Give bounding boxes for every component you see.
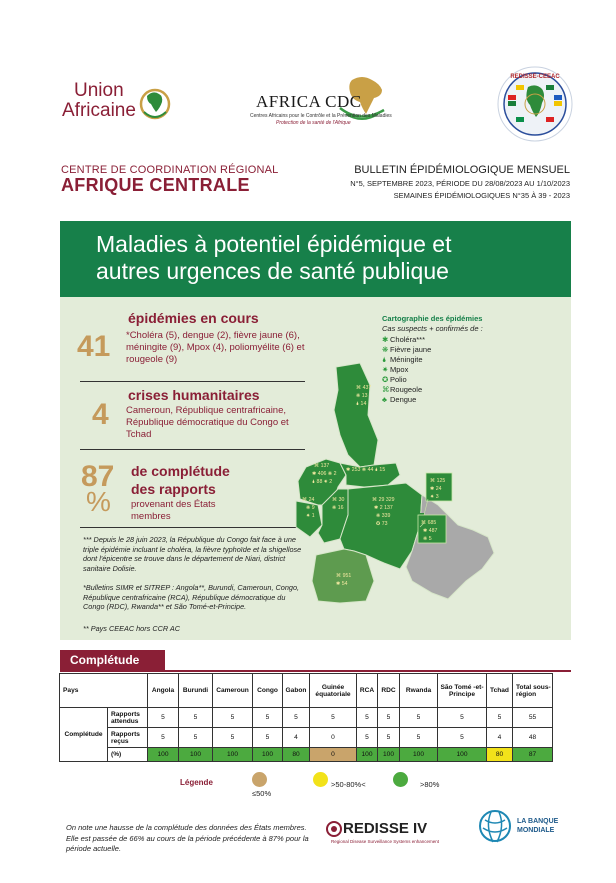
completude-tab: Complétude — [60, 650, 165, 671]
world-bank-line2: MONDIALE — [517, 827, 555, 834]
svg-text:REDISSE-CEEAC: REDISSE-CEEAC — [510, 74, 560, 80]
bulletin-weeks: SEMAINES ÉPIDÉMIOLOGIQUES N°35 À 39 - 2023 — [393, 191, 570, 200]
map-legend-item: ✷ Mpox — [382, 365, 409, 374]
header-country: Angola — [148, 674, 179, 708]
africa-cdc-tagline: Protection de la santé de l'Afrique — [276, 120, 351, 126]
dengue-icon: ♣ — [382, 395, 387, 404]
section-banner — [60, 221, 571, 297]
map-region-tchad — [334, 363, 378, 467]
au-emblem-icon — [138, 82, 172, 122]
map-legend-item: 🌢 Méningite — [382, 355, 423, 364]
legend-text-low: ≤50% — [252, 789, 272, 798]
african-union-logo — [62, 78, 172, 126]
au-logo-line1: Union — [74, 80, 124, 101]
header-country: Cameroun — [213, 674, 253, 708]
redisse-logo — [325, 820, 455, 850]
africa-cdc-subtitle: Centres Africains pour le Contrôle et la Prévention des Maladies — [250, 113, 392, 119]
epidemics-title: épidémies en cours — [128, 310, 259, 326]
redisse-ceeac-seal-logo — [496, 65, 574, 143]
meningitis-icon: 🌢 — [382, 355, 387, 364]
crises-count: 4 — [92, 398, 109, 431]
legend-text-high: >80% — [420, 780, 440, 789]
cholera-icon: ✱ — [382, 335, 389, 344]
guinee-measles-label: ⌘ 24 — [302, 497, 315, 503]
epidemics-description: *Choléra (5), dengue (2), fièvre jaune (6), méningite (9), Mpox (4), poliomyélite (6) et rougeole (9) — [126, 330, 305, 365]
rdc-polio-label: ✪ 73 — [376, 521, 388, 527]
redisse-subtitle: Regional Disease Surveillance Systems enhancement — [331, 839, 440, 844]
bulletins-footnote: *Bulletins SIMR et SITREP : Angola**, Burundi, Cameroun, Congo, République centrafricaine (RCA), République démocratique du Congo (RDC), Rwanda** et São Tomé-et-Principe. — [83, 583, 300, 611]
legend-dot-low — [252, 772, 267, 787]
row-label: (%) — [108, 748, 148, 762]
row-group-label: Complétude — [60, 708, 108, 762]
africa-cdc-name: AFRICA CDC — [256, 92, 362, 111]
header-country: Gabon — [283, 674, 310, 708]
map-legend-subtitle: Cas suspects + confirmés de : — [382, 324, 483, 333]
guinee-yellow-fever-label: ❋ 9 — [306, 505, 315, 511]
rwanda-cholera-label: ✱ 487 — [423, 528, 438, 534]
header-country: Guinée équatoriale — [310, 674, 357, 708]
completude-count: 87 — [81, 460, 115, 493]
header-country: São Tomé -et-Principe — [438, 674, 487, 708]
banner-title-line2: autres urgences de santé publique — [96, 258, 449, 284]
completude-description: provenant des États membres — [131, 499, 216, 522]
burundi-mpox-label: ✷ 3 — [430, 494, 439, 500]
redisse-circle-icon — [325, 820, 343, 838]
world-bank-line1: LA BANQUE — [517, 818, 559, 825]
polio-icon: ✪ — [382, 375, 389, 384]
world-bank-globe-icon — [477, 808, 513, 844]
map-legend-item: ✪ Polio — [382, 375, 407, 384]
stats-divider — [80, 527, 305, 528]
map-legend-title: Cartographie des épidémies — [382, 314, 483, 323]
table-row: Rapports reçus 5 5 5 5 4 0 5 5 5 5 4 48 — [60, 728, 553, 748]
centre-region-title: AFRIQUE CENTRALE — [61, 175, 250, 195]
angola-cholera-label: ✱ 54 — [336, 581, 348, 587]
stats-divider — [80, 381, 305, 382]
legend-dot-mid — [313, 772, 328, 787]
congo-footnote: *** Depuis le 28 juin 2023, la République du Congo fait face à une triple épidémie incluant le choléra, la fièvre typhoïde et la shigellose dont l'épicentre se trouve dans le département de Niari, district sanitaire Dolisie. — [83, 535, 302, 573]
centre-label: CENTRE DE COORDINATION RÉGIONAL — [61, 164, 279, 176]
completude-rule — [60, 670, 571, 672]
mpox-icon: ✷ — [382, 365, 389, 374]
header-country: RCA — [357, 674, 378, 708]
legend-text-mid: >50-80%< — [331, 780, 366, 789]
cameroun-cholera-label: ✱ 406 ❋ 2 — [312, 471, 337, 477]
header-country: Tchad — [487, 674, 513, 708]
rdc-yellow-fever-label: ❋ 339 — [376, 513, 391, 519]
cameroun-measles-label: ⌘ 137 — [314, 463, 330, 469]
map-legend-item: ❋ Fièvre jaune — [382, 345, 432, 354]
stats-divider — [80, 449, 305, 450]
redisse-name: REDISSE IV — [343, 820, 428, 837]
map-legend-item: ✱ Choléra*** — [382, 335, 426, 344]
burundi-measles-label: ⌘ 125 — [430, 478, 446, 484]
angola-measles-label: ⌘ 951 — [336, 573, 352, 579]
completude-title-line2: des rapports — [131, 481, 216, 497]
banner-title-line1: Maladies à potentiel épidémique et — [96, 231, 452, 257]
epidemics-count: 41 — [77, 330, 111, 363]
yellow-fever-icon: ❋ — [382, 345, 389, 354]
row-label: Rapports reçus — [108, 728, 148, 748]
crises-description: Cameroun, République centrafricaine, République démocratique du Congo et Tchad — [126, 405, 289, 440]
tchad-yellow-fever-label: ❋ 13 — [356, 393, 368, 399]
africa-cdc-logo — [248, 74, 398, 136]
header-country: Congo — [253, 674, 283, 708]
completude-trend-note: On note une hausse de la complétude des données des États membres. Elle est passée de 66% au cours de la période précédente à 87% pour la période actuelle. — [66, 823, 309, 853]
row-label: Rapports attendus — [108, 708, 148, 728]
rdc-measles-label: ⌘ 29 329 — [372, 497, 395, 503]
rdc-cholera-label: ✱ 2 137 — [374, 505, 393, 511]
map-legend-item: ⌘Rougeole — [382, 385, 423, 394]
burundi-cholera-label: ✱ 24 — [430, 486, 442, 492]
congo-yellow-fever-label: ❋ 16 — [332, 505, 344, 511]
header-pays: Pays — [60, 674, 148, 708]
table-row: (%) 100 100 100 100 80 0 100 100 100 100 80 87 — [60, 748, 553, 762]
bulletin-period: N°5, SEPTEMBRE 2023, PÉRIODE DU 28/08/2023 AU 1/10/2023 — [350, 179, 570, 188]
legend-dot-high — [393, 772, 408, 787]
header-country: RDC — [378, 674, 400, 708]
completude-title-line1: de complétude — [131, 463, 230, 479]
ceeac-footnote: ** Pays CEEAC hors CCR AC — [83, 624, 181, 633]
table-row: Complétude Rapports attendus 5 5 5 5 5 5 5 5 5 5 5 55 — [60, 708, 553, 728]
header-total: Total sous-région — [513, 674, 553, 708]
map-legend-item: ♣ Dengue — [382, 395, 417, 404]
central-africa-epidemic-map — [288, 355, 578, 625]
completude-percent-sign: % — [86, 486, 111, 517]
crises-title: crises humanitaires — [128, 387, 260, 403]
rca-label: ✱ 253 ❋ 44 🌢 15 — [346, 467, 386, 473]
measles-icon: ⌘ — [382, 385, 390, 394]
guinee-mpox-label: ✷ 1 — [306, 513, 315, 519]
world-bank-logo — [477, 808, 572, 852]
completude-table — [59, 673, 553, 762]
tchad-meningitis-label: 🌢 14 — [356, 401, 367, 407]
cameroun-meningitis-label: 🌢 88 ✷ 2 — [312, 479, 333, 485]
legend-label: Légende — [180, 778, 213, 787]
header-country: Rwanda — [400, 674, 438, 708]
bulletin-title: BULLETIN ÉPIDÉMIOLOGIQUE MENSUEL — [354, 164, 570, 176]
congo-measles-label: ⌘ 30 — [332, 497, 345, 503]
table-header-row — [60, 674, 553, 708]
rwanda-yellow-fever-label: ❋ 5 — [423, 536, 432, 542]
au-logo-line2: Africaine — [62, 100, 136, 121]
rwanda-measles-label: ⌘ 685 — [421, 520, 437, 526]
header-country: Burundi — [179, 674, 213, 708]
tchad-measles-label: ⌘ 437 — [356, 385, 372, 391]
